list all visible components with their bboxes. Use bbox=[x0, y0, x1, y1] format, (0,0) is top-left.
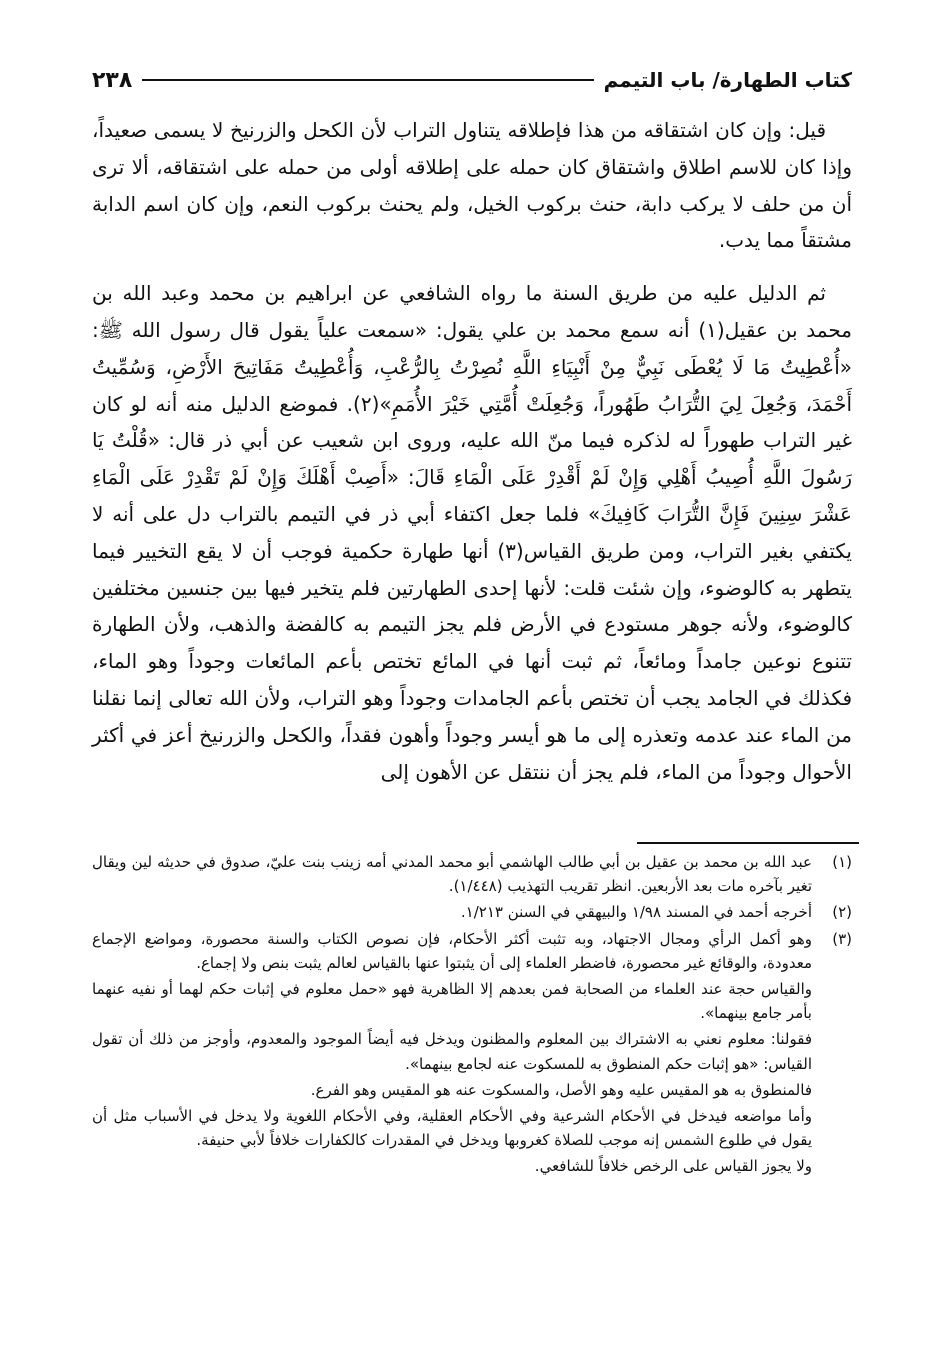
footnote bbox=[92, 927, 852, 975]
footnote-number: (٣) bbox=[832, 929, 852, 948]
footnotes bbox=[92, 850, 852, 1181]
page-header bbox=[92, 60, 852, 100]
footnote-separator bbox=[637, 842, 859, 844]
main-text bbox=[92, 112, 852, 790]
footnote-continuation: فالمنطوق به هو المقيس عليه وهو الأصل، والمسكوت عنه هو المقيس وهو الفرع. bbox=[310, 1080, 812, 1099]
footnote-continuation: وأما مواضعه فيدخل في الأحكام الشرعية وفي الأحكام العقلية، وفي الأحكام اللغوية ولا يدخل في الأسباب مثل أن يقول في طلوع الشمس إنه موجب للصلاة كغروبها ويدخل في المقدرات كالكفارات خلافاً لأبي حنيفة. bbox=[92, 1107, 812, 1150]
footnote-text: أخرجه أحمد في المسند ١/٩٨ والبيهقي في السنن ١/٢١٣. bbox=[460, 903, 812, 922]
footnote-continuation: فقولنا: معلوم نعني به الاشتراك بين المعلوم والمظنون ويدخل فيه أيضاً الموجود والمعدوم، وأوجز من ذلك أن تقول القياس: «هو إثبات حكم المنطوق به للمسكوت عنه لجامع بينهما». bbox=[92, 1030, 812, 1073]
footnote bbox=[92, 850, 852, 898]
footnote bbox=[92, 900, 852, 924]
footnote-continuation: والقياس حجة عند العلماء من الصحابة فمن بعدهم إلا الظاهرية فهو «حمل معلوم في إثبات حكم لهما أو نفيه عنهما بأمر جامع بينهما». bbox=[92, 980, 812, 1023]
paragraph: قيل: وإن كان اشتقاقه من هذا فإطلاقه يتناول التراب لأن الكحل والزرنيخ لا يسمى صعيداً، وإذا كان للاسم اطلاق واشتقاق كان حمله على إطلاقه أولى من حمله على اشتقاقه، ألا ترى أن من حلف لا يركب دابة، حنث بركوب الخيل، ولم يحنث بركوب النعم، وإن كان اسم الدابة مشتقاً مما يدب. bbox=[92, 118, 852, 253]
footnote-continuation: ولا يجوز القياس على الرخص خلافاً للشافعي. bbox=[534, 1157, 812, 1176]
footnote-number: (٢) bbox=[832, 903, 852, 922]
running-title: كتاب الطهارة/ باب التيمم bbox=[603, 68, 852, 92]
footnote-text: عبد الله بن محمد بن عقيل بن أبي طالب الهاشمي أبو محمد المدني أمه زينب بنت عليّ، صدوق في حديثه لين ويقال تغير بآخره مات بعد الأربعين. انظر تقريب التهذيب (١/٤٤٨). bbox=[92, 853, 812, 896]
footnote-text: وهو أكمل الرأي ومجال الاجتهاد، وبه تثبت أكثر الأحكام، فإن نصوص الكتاب والسنة محصورة، ومواضع الإجماع معدودة، والوقائع غير محصورة، فاضطر العلماء إلى أن يثبتوا عنها بالقياس لعالم يثبت بنص ولا إجماع. bbox=[92, 929, 812, 972]
header-rule bbox=[142, 79, 593, 81]
page-number: ٢٣٨ bbox=[92, 67, 133, 93]
footnote-number: (١) bbox=[832, 853, 852, 871]
paragraph: ثم الدليل عليه من طريق السنة ما رواه الشافعي عن ابراهيم بن محمد وعبد الله بن محمد بن عقيل(١) أنه سمع محمد بن علي يقول: «سمعت علياً يقول قال رسول الله ﷺ: «أُعْطِيتُ مَا لَا يُعْطَى نَبِيٌّ مِنْ أَنْبِيَاءِ اللَّهِ نُصِرْتُ بِالرُّعْبِ، وَأُعْطِيتُ مَفَاتِيحَ الأَرْضِ، وَسُمِّيتُ أَحْمَدَ، وَجُعِلَ لِيَ التُّرَابُ طَهُوراً، وَجُعِلَتْ أُمَّتِي خَيْرَ الأُمَمِ»(٢). فموضع الدليل منه أنه لو كان غير التراب طهوراً له لذكره فيما منّ الله عليه، وروى ابن شعيب عن أبي ذر قال: «قُلْتُ يَا رَسُولَ اللَّهِ أُصِيبُ أَهْلِي وَإِنْ لَمْ أَقْدِرْ عَلَى الْمَاءِ قَالَ: «أَصِبْ أَهْلَكَ وَإِنْ لَمْ تَقْدِرْ عَلَى الْمَاءِ عَشْرَ سِنِينَ فَإِنَّ التُّرَابَ كَافِيكَ» فلما جعل اكتفاء أبي ذر في التيمم بالتراب دل على أنه لا يكتفي بغير التراب، ومن طريق القياس(٣) أنها طهارة حكمية فوجب أن لا يقع التخيير فيما يتطهر به كالوضوء، وإن شئت قلت: لأنها إحدى الطهارتين فلم يتخير فيها بين جنسين مختلفين كالوضوء، ولأنه جوهر مستودع في الأرض فلم يجز التيمم به كالفضة والذهب، ولأن الطهارة تتنوع نوعين جامداً ومائعاً، ثم ثبت أنها في المائع تختص بأعم المائعات وجوداً وهو الماء، فكذلك في الجامد يجب أن تختص بأعم الجامدات وجوداً وهو التراب، ولأن الله تعالى إنما نقلنا من الماء عند عدمه وتعذره إلى ما هو أيسر وجوداً وأهون فقداً، والكحل والزرنيخ أعز في أكثر الأحوال وجوداً من الماء، فلم يجز أن ننتقل عن الأهون إلى bbox=[92, 281, 853, 784]
